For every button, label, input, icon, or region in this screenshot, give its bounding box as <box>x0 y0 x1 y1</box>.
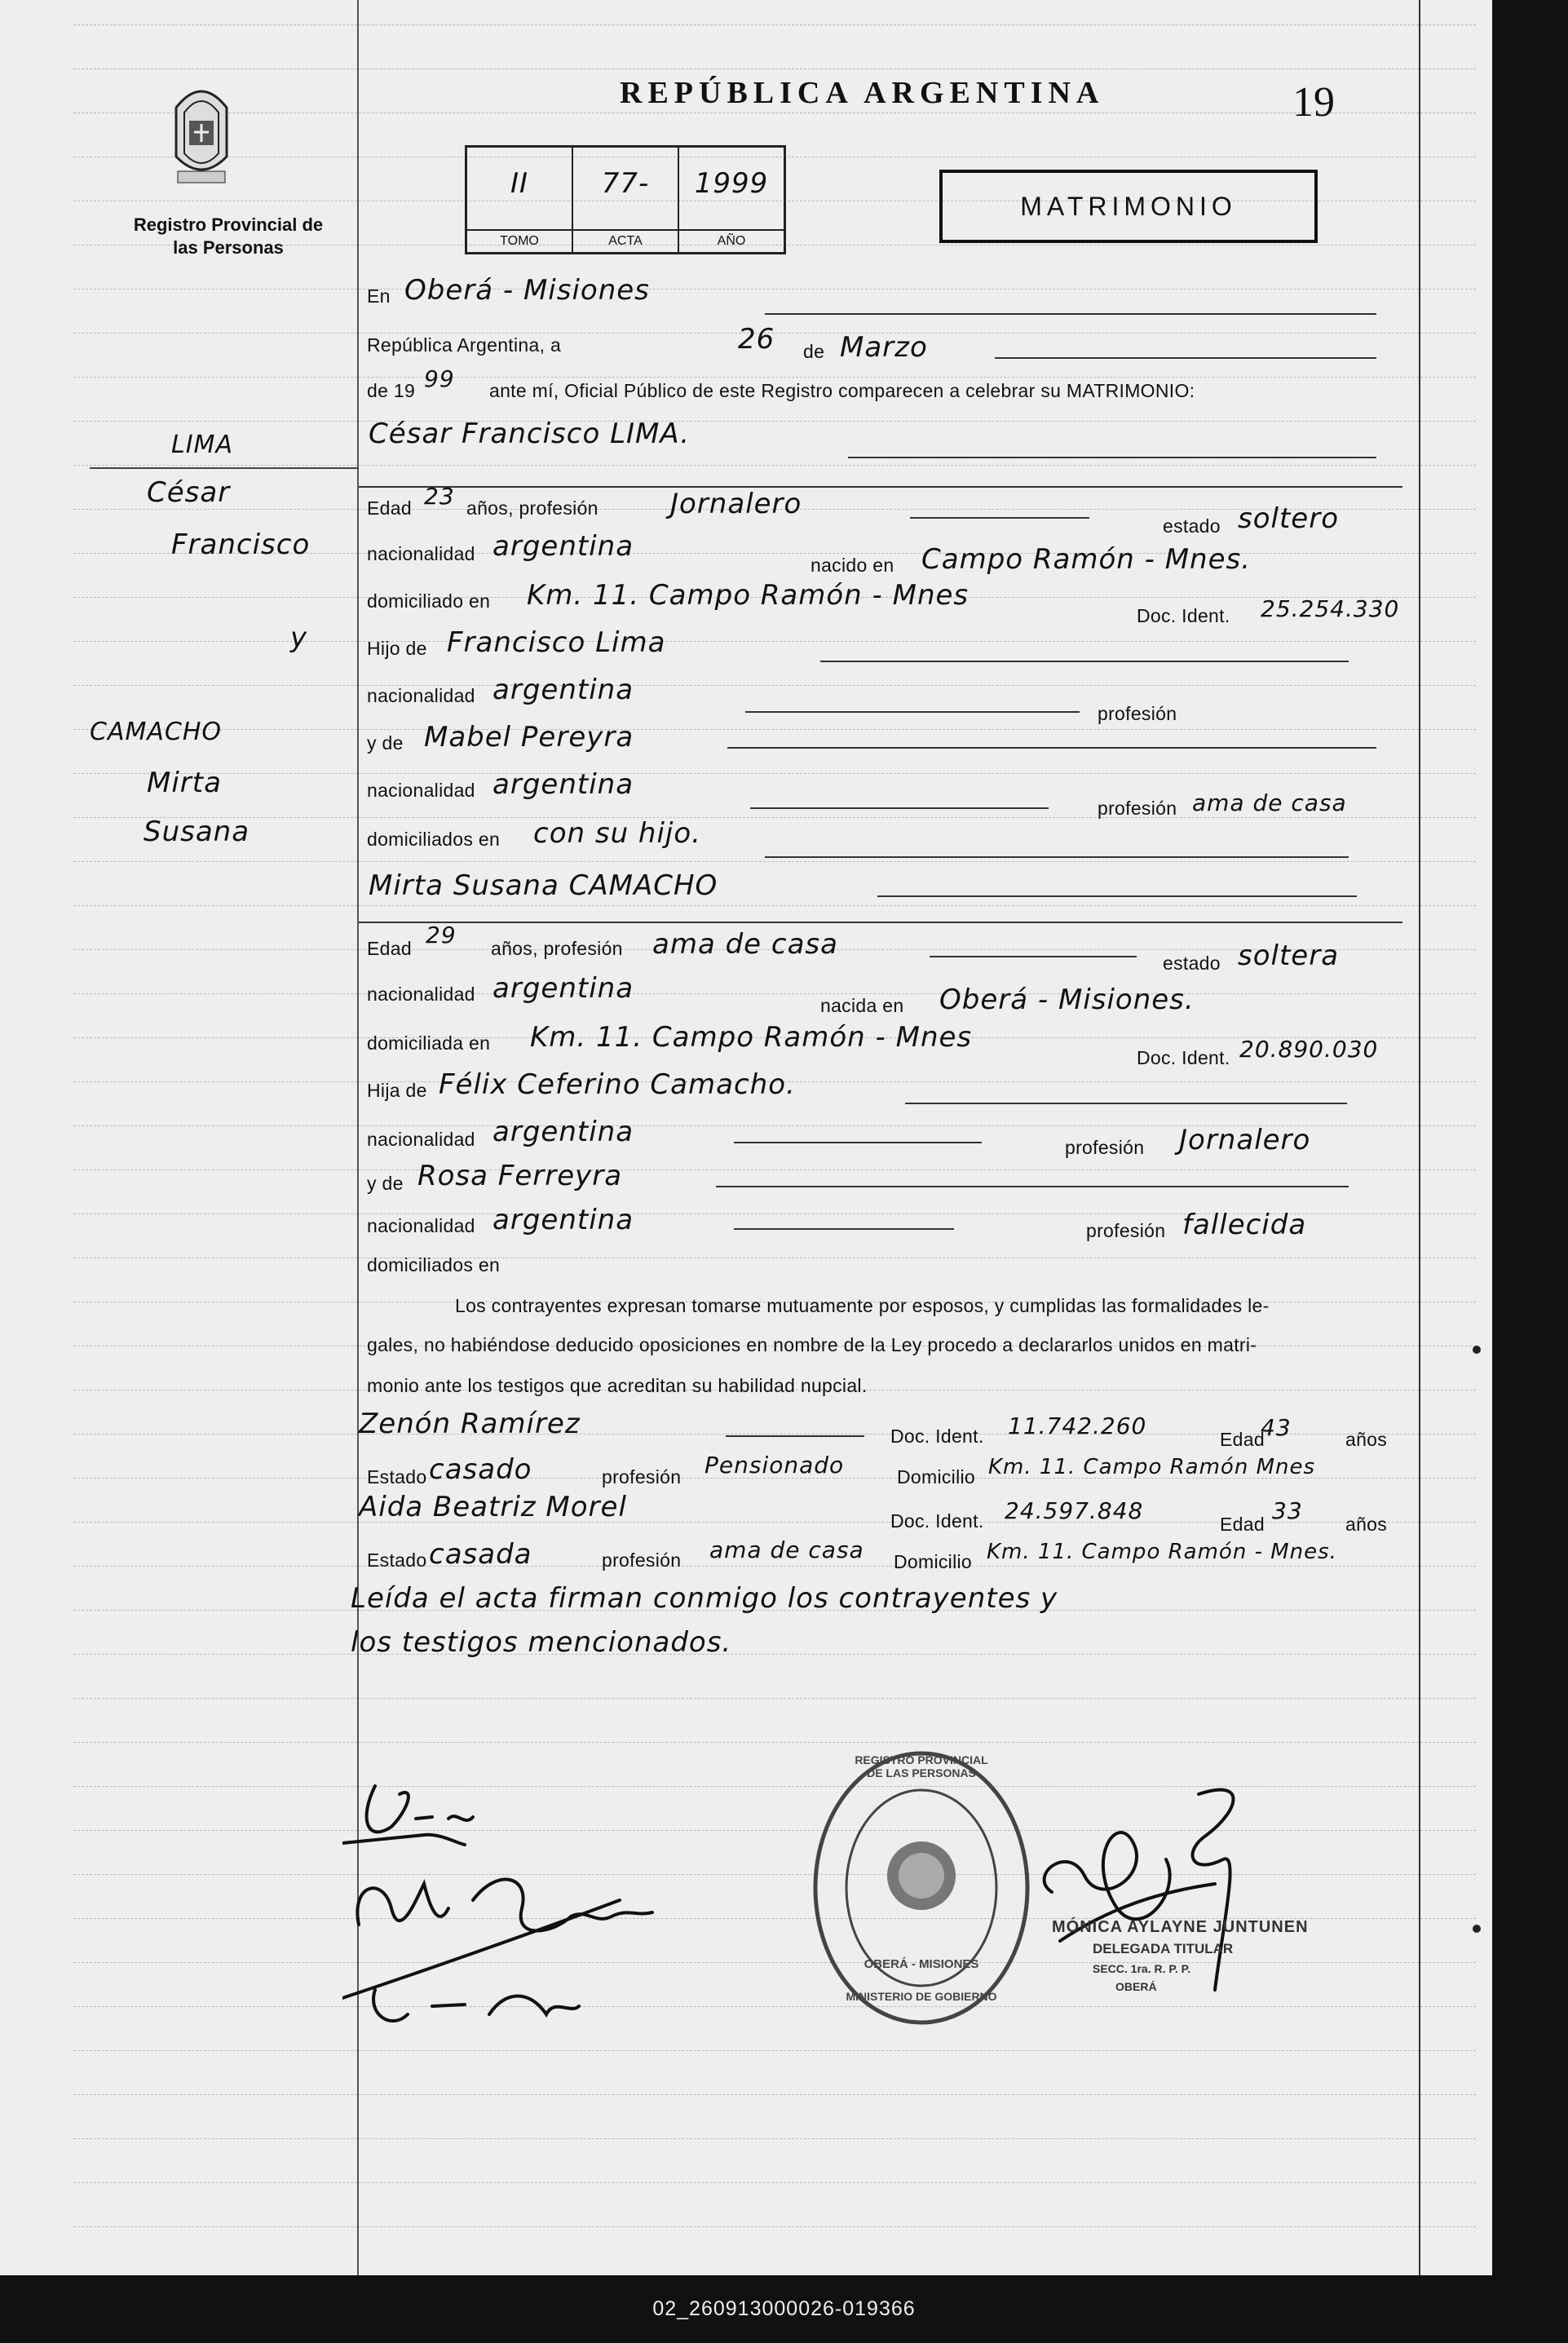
bride-mother-nationality: argentina <box>492 1204 634 1236</box>
witness2-name: Aida Beatriz Morel <box>359 1491 627 1523</box>
ruled-line <box>73 24 1476 25</box>
witness1-civil-status: casado <box>429 1453 532 1486</box>
bride-mother: Rosa Ferreyra <box>417 1160 623 1192</box>
year-suffix: 99 <box>424 365 455 392</box>
witness1-name: Zenón Ramírez <box>359 1408 581 1440</box>
ruled-line <box>73 641 1476 642</box>
ruled-line <box>73 2226 1476 2227</box>
margin-groom-surname: LIMA <box>171 431 233 459</box>
bride-address: Km. 11. Campo Ramón - Mnes <box>530 1021 973 1054</box>
acta-value: 77- <box>601 167 650 200</box>
witness1-doc: 11.742.260 <box>1008 1412 1147 1439</box>
groom-section-line <box>359 486 1402 488</box>
bride-age: 29 <box>426 922 457 948</box>
year-prefix: de 19 <box>367 380 416 401</box>
bride-birthplace: Oberá - Misiones. <box>939 984 1195 1016</box>
ruled-line <box>73 1742 1476 1743</box>
witness1-age: 43 <box>1261 1414 1292 1441</box>
groom-full-name: César Francisco LIMA. <box>369 418 691 450</box>
ruled-line <box>73 2182 1476 2183</box>
official-city: OBERÁ <box>1115 1980 1157 1993</box>
ruled-line <box>73 1169 1476 1170</box>
official-name: MÓNICA AYLAYNE JUNTUNEN <box>1052 1918 1309 1936</box>
de-label: de <box>803 341 825 362</box>
country-title: REPÚBLICA ARGENTINA <box>620 76 1105 110</box>
legal-line-1: Los contrayentes expresan tomarse mutuamente por esposos, y cumplidas las formalidades le- <box>455 1295 1270 1316</box>
ruled-line <box>73 729 1476 730</box>
official-section: SECC. 1ra. R. P. P. <box>1093 1962 1191 1975</box>
day-value: 26 <box>738 323 775 356</box>
intro-statement: ante mí, Oficial Público de este Registro comparecen a celebrar su MATRIMONIO: <box>489 380 1195 401</box>
ruled-line <box>73 1654 1476 1655</box>
witness1-address: Km. 11. Campo Ramón Mnes <box>988 1455 1316 1479</box>
margin-bride-surname: CAMACHO <box>90 718 222 746</box>
month-value: Marzo <box>840 331 928 364</box>
legal-line-3: monio ante los testigos que acreditan su habilidad nupcial. <box>367 1375 868 1396</box>
ruled-line <box>73 993 1476 994</box>
groom-nationality: argentina <box>492 530 634 563</box>
bride-full-name: Mirta Susana CAMACHO <box>369 869 718 902</box>
witness1-profession: Pensionado <box>704 1452 845 1479</box>
ruled-line <box>73 773 1476 774</box>
bride-father-nationality: argentina <box>492 1116 634 1148</box>
bride-doc: 20.890.030 <box>1239 1036 1379 1063</box>
ruled-line <box>73 465 1476 466</box>
margin-y: y <box>290 621 308 654</box>
republica-label: República Argentina, a <box>367 334 562 356</box>
witness2-age: 33 <box>1272 1497 1303 1524</box>
place-value: Oberá - Misiones <box>404 274 650 307</box>
witness2-civil-status: casada <box>429 1538 532 1571</box>
register-page: Registro Provincial de las Personas REPÚBLICA ARGENTINA 19 II TOMO 77- ACTA 1999 AÑO MATRIMONIO LIMA César Francisco y CAMACHO Mirta Susana En Oberá - Misiones República Argentina, a 26 de Marzo de 19 99 ante mí, Oficial Público de este Registro comparecen a celebrar su MATRIMONIO: César Francisco LIMA. Edad 23 años, profesión Jornalero estado soltero nacionalidad argentina nacido en Campo Ramón - Mnes. domiciliado en Km. 11. Campo Ramón - Mnes Doc. Ident. 25.254.330 Hijo de Francisco Lima nacionalidad argentina profesión y de Mabel Pereyra nacionalidad argentina profesión ama de casa domiciliados en con su hijo. Mirta Susana CAMACHO Edad 29 años, profesión ama de casa estado soltera nacionalidad argentina nacida en Oberá - Misiones. domiciliada en Km. 11. Campo Ramón - Mnes Doc. Ident. 20.890.030 Hija de Félix Ceferino Camacho. nacionalidad argentina profesión Jornalero y de Rosa Ferreyra nacionalidad argentina profesión fallecida domiciliados en Los contrayentes expresan tomarse mutuamente por esposos, y cumplidas las formalidades le- gales, no habiéndose deducido oposiciones en nombre de la Ley procedo a declararlos unidos en matri- monio ante los testigos que acreditan su habilidad nupcial. Zenón Ramírez Doc. Ident. 11.742.260 Edad 43 años Estado casado profesión Pensionado Domicilio Km. 11. Campo Ramón Mnes Aida Beatriz Morel Doc. Ident. 24.597.848 Edad 33 años Estado casada profesión ama de casa Domicilio Km. 11. Campo Ramón - Mnes. Leída el acta firman conmigo los contrayentes y los testigos mencionados. REGISTRO PROVINCIAL DE LAS PERSONAS OBERÁ - MISIONES MINISTERIO DE GOBIERNO MÓNICA AYLAYNE JUNTUNEN DELEGADA TITULAR SECC. 1ra. R. P. P. OBERÁ <box>0 0 1492 2275</box>
groom-mother: Mabel Pereyra <box>424 721 634 754</box>
ruled-line <box>73 377 1476 378</box>
ruled-line <box>73 817 1476 818</box>
stamp-bottom-text: MINISTERIO DE GOBIERNO <box>846 1990 997 2003</box>
groom-parents-address: con su hijo. <box>533 817 701 850</box>
bride-profession: ama de casa <box>652 928 838 961</box>
groom-birthplace: Campo Ramón - Mnes. <box>921 543 1252 576</box>
registry-stamp <box>807 1745 1036 2031</box>
groom-doc: 25.254.330 <box>1261 595 1400 622</box>
anio-cell <box>679 148 784 252</box>
image-id-footer: 02_260913000026-019366 <box>652 2297 916 2320</box>
groom-civil-status: soltero <box>1238 502 1339 535</box>
anio-value: 1999 <box>694 167 769 200</box>
groom-age: 23 <box>424 483 455 510</box>
bride-father: Félix Ceferino Camacho. <box>439 1068 796 1101</box>
en-label: En <box>367 285 391 307</box>
legal-line-2: gales, no habiéndose deducido oposiciones en nombre de la Ley procedo a declararlos unidos en matri- <box>367 1334 1257 1355</box>
stamp-inner-text: OBERÁ - MISIONES <box>864 1957 979 1971</box>
acta-cell <box>573 148 679 252</box>
margin-bride-name1: Mirta <box>147 767 222 799</box>
punch-hole <box>1473 1346 1481 1354</box>
bride-section-line <box>359 922 1402 923</box>
province-seal <box>170 75 233 189</box>
margin-bride-name2: Susana <box>144 816 250 848</box>
margin-line-right <box>1419 0 1420 2275</box>
registry-name: Registro Provincial de las Personas <box>133 214 324 258</box>
witness2-doc: 24.597.848 <box>1005 1497 1144 1524</box>
punch-hole <box>1473 1925 1481 1933</box>
signature-camacho <box>357 1884 448 1925</box>
bride-nationality: argentina <box>492 972 634 1005</box>
volume-box <box>465 145 786 254</box>
signature-lima <box>367 1786 473 1832</box>
ruled-line <box>73 861 1476 862</box>
ruled-line <box>73 905 1476 906</box>
bride-civil-status: soltera <box>1238 939 1340 972</box>
margin-underline <box>90 467 359 469</box>
ruled-line <box>73 1698 1476 1699</box>
groom-father-nationality: argentina <box>492 674 634 706</box>
official-title: DELEGADA TITULAR <box>1093 1941 1234 1956</box>
ruled-line <box>73 421 1476 422</box>
tomo-value: II <box>510 167 529 200</box>
anio-label: AÑO <box>679 229 784 252</box>
page-number: 19 <box>1292 79 1335 126</box>
groom-profession: Jornalero <box>670 488 802 520</box>
ruled-line <box>73 2138 1476 2139</box>
ruled-line <box>73 2050 1476 2051</box>
margin-groom-name1: César <box>147 476 231 509</box>
tomo-cell <box>467 148 573 252</box>
groom-mother-nationality: argentina <box>492 768 634 801</box>
margin-groom-name2: Francisco <box>171 528 311 561</box>
official-signature <box>1036 1778 1280 2022</box>
ruled-line <box>73 2094 1476 2095</box>
groom-mother-profession: ama de casa <box>1192 789 1347 816</box>
bride-father-profession: Jornalero <box>1179 1124 1311 1156</box>
witness2-address: Km. 11. Campo Ramón - Mnes. <box>987 1540 1337 1564</box>
stamp-ring-text: REGISTRO PROVINCIAL DE LAS PERSONAS <box>855 1753 988 1779</box>
acta-label: ACTA <box>573 229 678 252</box>
bride-mother-profession: fallecida <box>1182 1209 1307 1241</box>
groom-address: Km. 11. Campo Ramón - Mnes <box>527 579 970 612</box>
ruled-line <box>73 685 1476 686</box>
witness2-profession: ama de casa <box>709 1536 864 1563</box>
closing-line-1: Leída el acta firman conmigo los contrayentes y <box>351 1582 1058 1615</box>
ruled-line <box>73 289 1476 290</box>
doc-type-box: MATRIMONIO <box>939 170 1318 243</box>
ruled-line <box>73 1522 1476 1523</box>
groom-father: Francisco Lima <box>447 626 666 659</box>
closing-line-2: los testigos mencionados. <box>351 1626 732 1659</box>
ruled-line <box>73 1566 1476 1567</box>
tomo-label: TOMO <box>467 229 572 252</box>
